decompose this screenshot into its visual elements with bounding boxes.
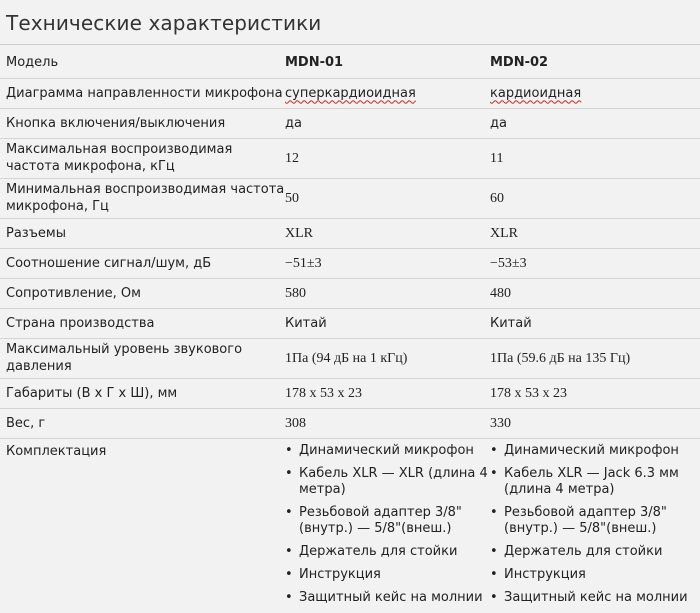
row-value-2: кардиоидная (490, 85, 582, 101)
row-value-1: суперкардиоидная (285, 85, 416, 101)
row-value-1: да (285, 108, 490, 138)
row-value-2: Китай (490, 308, 700, 338)
kit-item: • Кабель XLR — XLR (длина 4 метра) (285, 466, 490, 498)
kit-item: • Защитный кейс на молнии (490, 590, 700, 606)
row-value-2: 11 (490, 138, 700, 178)
table-row (0, 108, 700, 138)
table-row (0, 308, 700, 338)
row-value-2: да (490, 108, 700, 138)
kit-item: • Инструкция (490, 567, 700, 583)
row-label: Минимальная воспроизводимая частота микрофона, Гц (0, 178, 285, 218)
header-model-2: MDN-02 (490, 48, 700, 78)
kit-item: • Держатель для стойки (490, 544, 700, 560)
row-value-1: −51±3 (285, 248, 490, 278)
row-value-1: 50 (285, 178, 490, 218)
table-row (0, 138, 700, 178)
page-title: Технические характеристики (6, 11, 322, 35)
kit-item: • Резьбовой адаптер 3/8" (внутр.) — 5/8"(внеш.) (490, 505, 700, 537)
table-row (0, 408, 700, 438)
row-value-2: −53±3 (490, 248, 700, 278)
row-value-1: 580 (285, 278, 490, 308)
kit-item: • Динамический микрофон (285, 443, 490, 459)
table-row (0, 378, 700, 408)
row-label: Максимальный уровень звукового давления (0, 338, 285, 378)
title-divider (0, 44, 700, 45)
row-label: Разъемы (0, 218, 285, 248)
kit-item: • Кабель XLR — Jack 6.3 мм (длина 4 метра) (490, 466, 700, 498)
row-value-1: 1Па (94 дБ на 1 кГц) (285, 338, 490, 378)
kit-item: • Резьбовой адаптер 3/8" (внутр.) — 5/8"(внеш.) (285, 505, 490, 537)
row-label: Страна производства (0, 308, 285, 338)
kit-list-model-1 (285, 443, 490, 606)
header-label: Модель (0, 48, 285, 78)
row-value-1: XLR (285, 218, 490, 248)
row-label: Комплектация (6, 443, 107, 459)
table-row (0, 218, 700, 248)
row-value-1: 12 (285, 138, 490, 178)
row-label: Кнопка включения/выключения (0, 108, 285, 138)
row-value-2: 1Па (59.6 дБ на 135 Гц) (490, 338, 700, 378)
row-label: Сопротивление, Ом (0, 278, 285, 308)
table-row (0, 178, 700, 218)
row-value-2: 480 (490, 278, 700, 308)
row-value-2: 330 (490, 408, 700, 438)
table-row-kit (0, 438, 700, 613)
table-row (0, 338, 700, 378)
row-value-2: XLR (490, 218, 700, 248)
table-row (0, 278, 700, 308)
row-value-2: 178 х 53 х 23 (490, 378, 700, 408)
kit-item: • Динамический микрофон (490, 443, 700, 459)
row-label: Габариты (В х Г х Ш), мм (0, 378, 285, 408)
row-label: Вес, г (0, 408, 285, 438)
row-label: Соотношение сигнал/шум, дБ (0, 248, 285, 278)
specs-table (0, 48, 700, 613)
row-value-1: Китай (285, 308, 490, 338)
kit-item: • Защитный кейс на молнии (285, 590, 490, 606)
kit-item: • Держатель для стойки (285, 544, 490, 560)
table-header-row (0, 48, 700, 78)
table-row (0, 248, 700, 278)
row-label: Диаграмма направленности микрофона (0, 78, 285, 108)
row-value-2: 60 (490, 178, 700, 218)
row-value-1: 178 х 53 х 23 (285, 378, 490, 408)
kit-list-model-2 (490, 443, 700, 606)
table-row (0, 78, 700, 108)
header-model-1: MDN-01 (285, 48, 490, 78)
row-label: Максимальная воспроизводимая частота микрофона, кГц (0, 138, 285, 178)
row-value-1: 308 (285, 408, 490, 438)
kit-item: • Инструкция (285, 567, 490, 583)
